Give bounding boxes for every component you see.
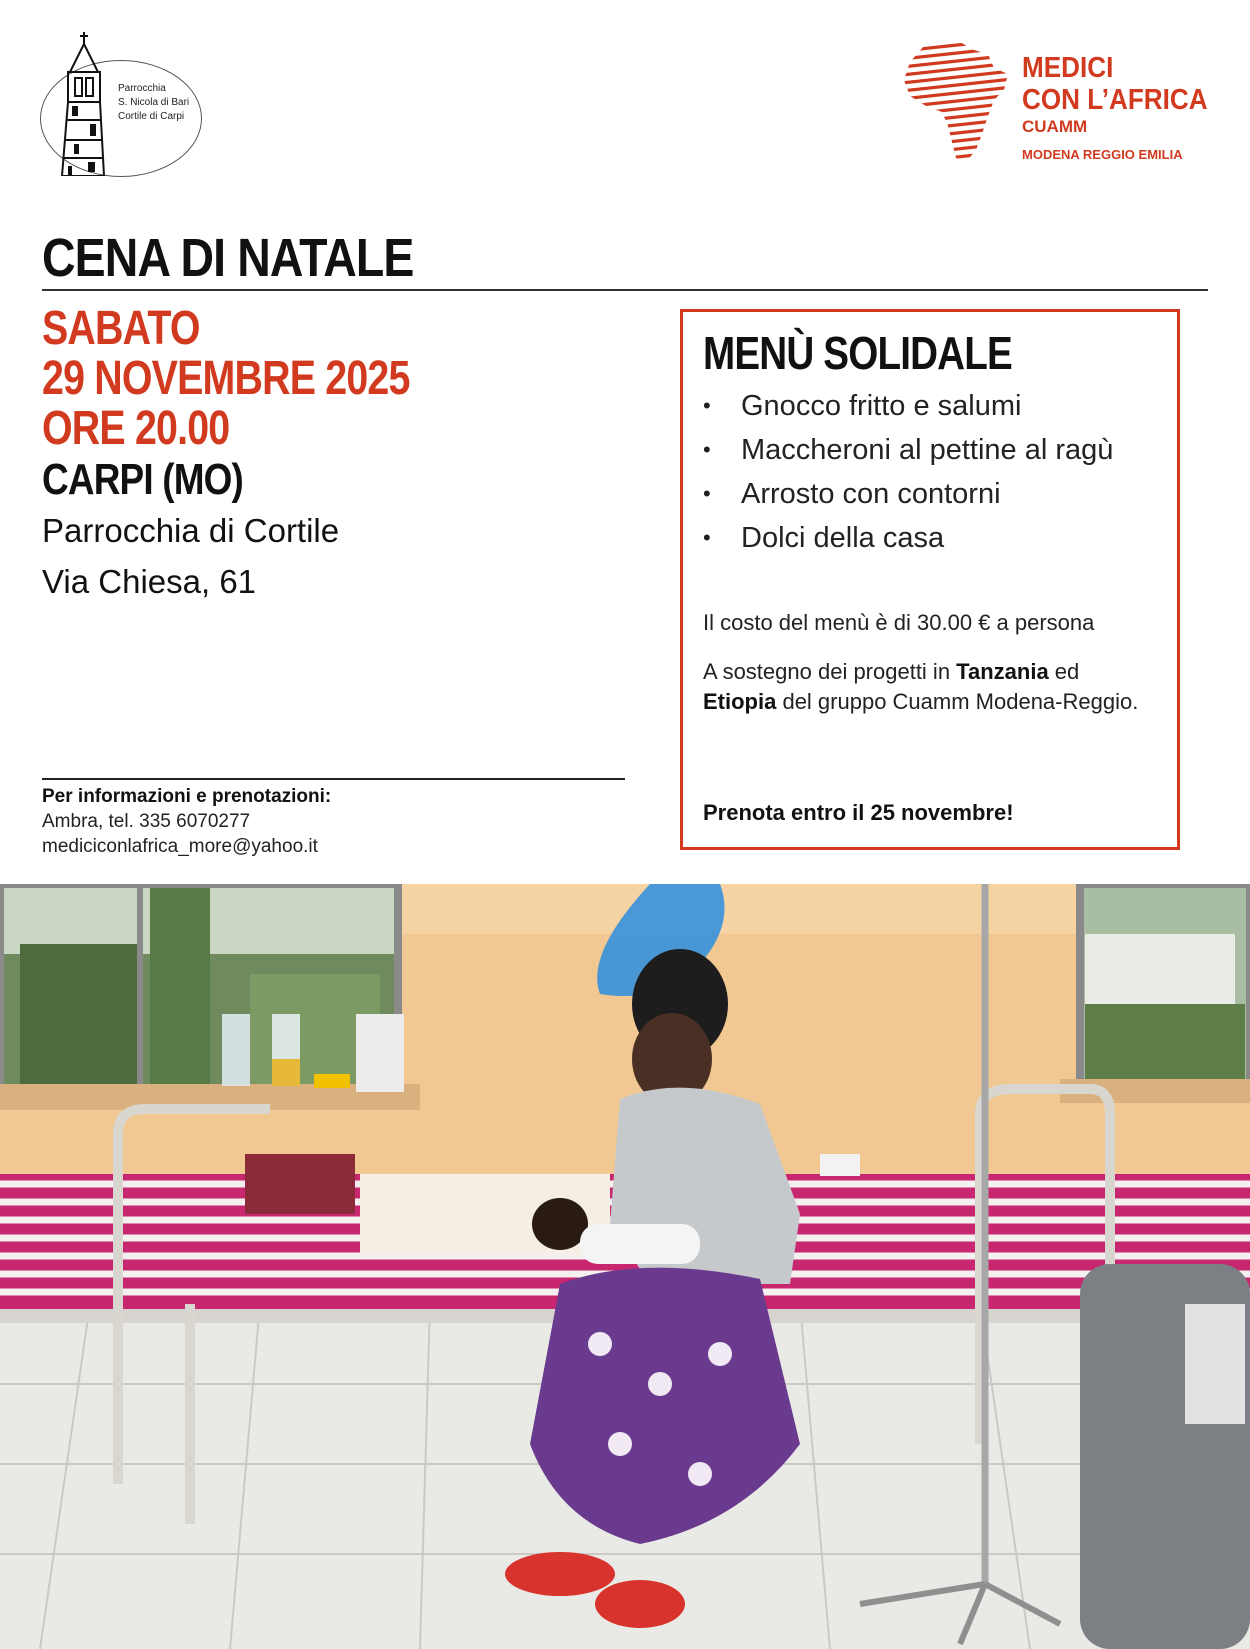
event-day: SABATO [42,302,200,355]
menu-support-text [703,657,1143,717]
menu-item-label: Arrosto con contorni [741,478,1001,510]
title-divider [42,289,1208,291]
menu-item [703,472,1113,516]
cuamm-logo [902,40,1222,170]
menu-list [703,384,1113,560]
event-date: 29 NOVEMBRE 2025 [42,352,410,405]
menu-item-label: Gnocco fritto e salumi [741,390,1022,422]
parish-logo-line3: Cortile di Carpi [118,111,185,122]
cuamm-logo-line4: MODENA REGGIO EMILIA [1022,147,1183,162]
event-time: ORE 20.00 [42,402,230,455]
parish-logo-line2: S. Nicola di Bari [118,97,190,108]
menu-item [703,428,1113,472]
bullet-icon: • [703,481,711,506]
menu-box [680,309,1180,850]
menu-item [703,516,1113,560]
cuamm-logo-line1: MEDICI [1022,52,1114,84]
support-text-1: A sostegno dei progetti in [703,659,957,684]
parish-logo [40,30,202,180]
info-title: Per informazioni e prenotazioni: [42,786,332,807]
event-address: Via Chiesa, 61 [42,563,257,600]
booking-deadline: Prenota entro il 25 novembre! [703,800,1014,825]
cuamm-logo-line2: CON L’AFRICA [1022,84,1208,116]
menu-item-label: Maccheroni al pettine al ragù [741,434,1114,466]
parish-logo-line1: Parrocchia [118,83,166,94]
bullet-icon: • [703,393,711,418]
bullet-icon: • [703,525,711,550]
support-text-3: del gruppo Cuamm Modena-Reggio. [776,689,1139,714]
africa-map-icon [902,40,1014,166]
event-venue: Parrocchia di Cortile [42,512,340,549]
info-email-link[interactable]: mediciconlafrica_more@yahoo.it [42,836,318,857]
bell-tower-icon [54,30,114,176]
hospital-photo [0,884,1250,1649]
menu-cost: Il costo del menù è di 30.00 € a persona [703,610,1095,635]
mother-and-baby-hospital-image [0,884,1250,1649]
menu-title: MENÙ SOLIDALE [703,327,1012,379]
menu-item [703,384,1113,428]
event-city: CARPI (MO) [42,455,244,504]
support-country-etiopia: Etiopia [703,689,777,714]
support-text-2: ed [1048,659,1080,684]
cuamm-logo-line3: CUAMM [1022,117,1088,136]
event-title: CENA DI NATALE [42,228,414,288]
info-contact: Ambra, tel. 335 6070277 [42,811,251,832]
support-country-tanzania: Tanzania [956,659,1049,684]
bullet-icon: • [703,437,711,462]
info-divider [42,778,625,780]
menu-item-label: Dolci della casa [741,522,945,554]
